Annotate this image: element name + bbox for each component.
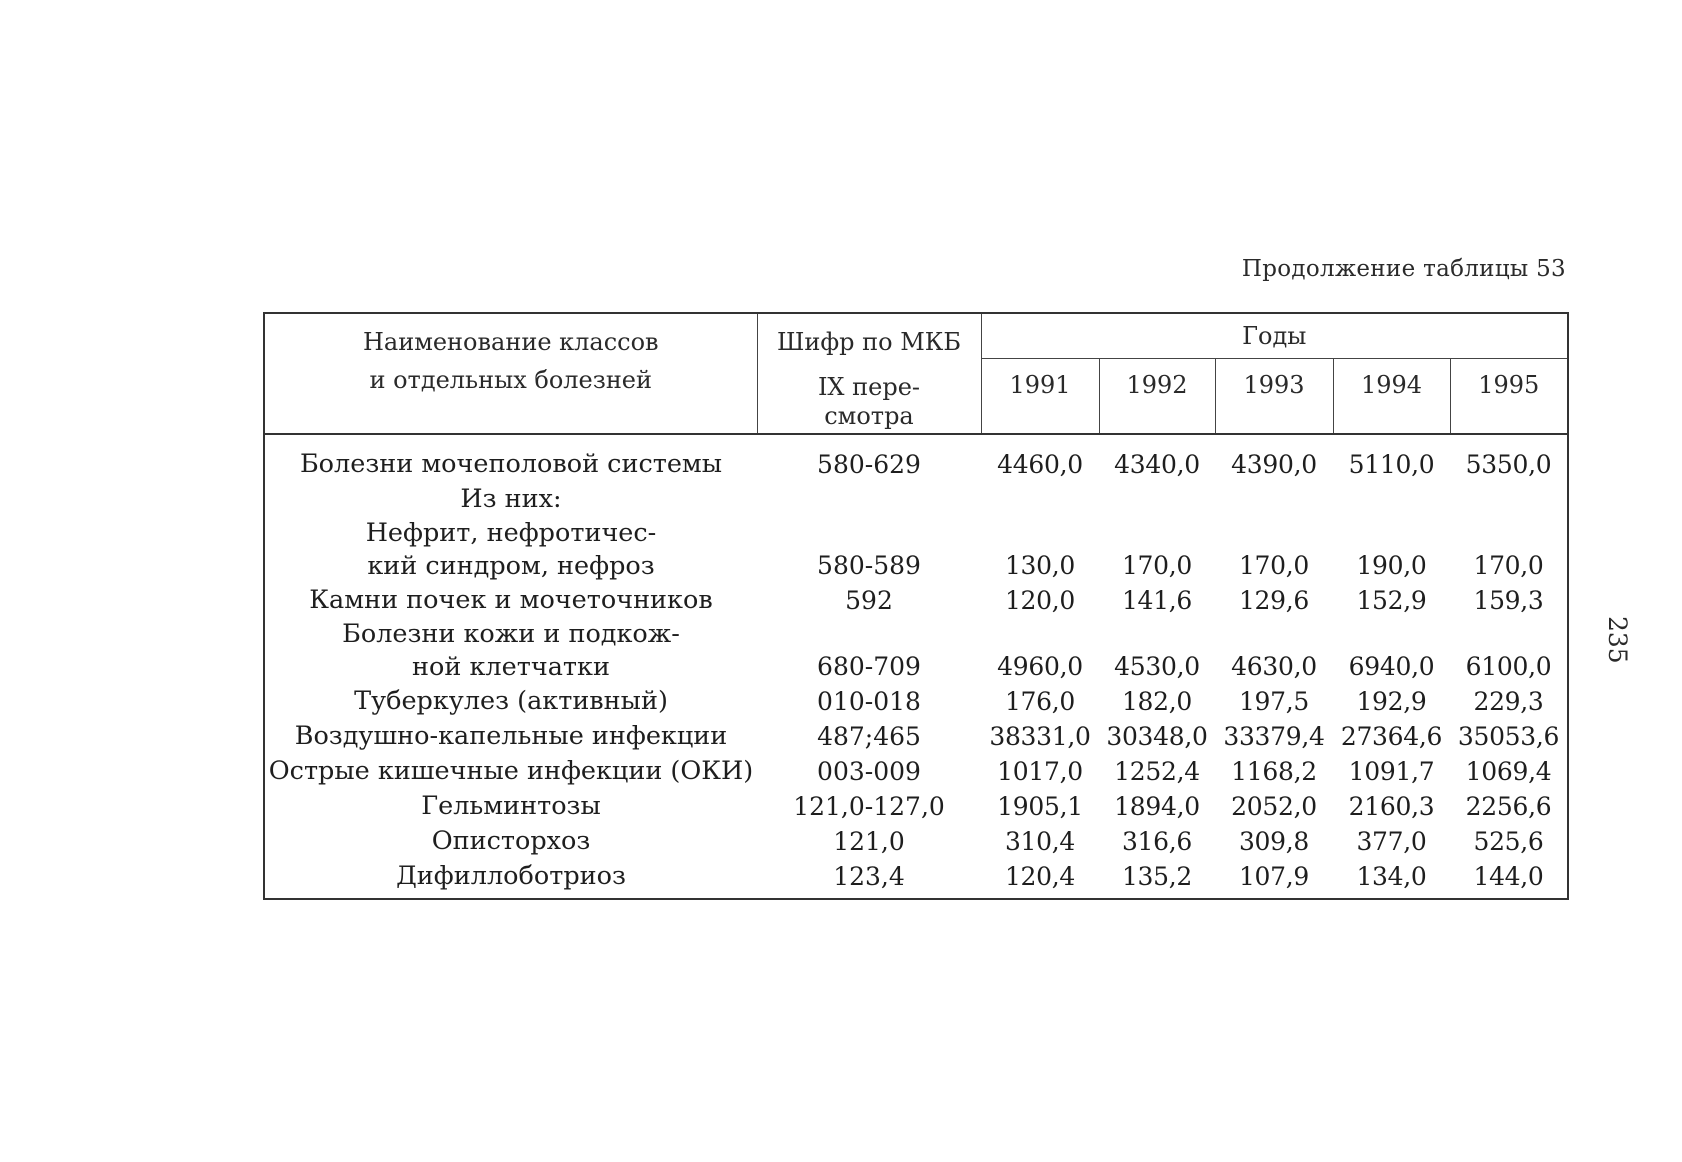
value-cell: 4390,0: [1231, 450, 1317, 479]
icd-code-cell: [757, 482, 981, 517]
value-cell: 159,3: [1473, 586, 1544, 615]
header-name-line2: и отдельных болезней: [369, 366, 653, 394]
header-code-line2: IX пере-: [817, 373, 921, 401]
value-cell: [1215, 482, 1333, 517]
value-cell: 4530,0: [1114, 652, 1200, 681]
value-cell: 120,0: [1004, 586, 1076, 615]
disease-name-line2: ной клетчатки: [412, 652, 610, 682]
header-code-line1: Шифр по МКБ: [776, 328, 962, 356]
disease-name-cell: Воздушно-капельные инфекции: [294, 721, 728, 751]
value-cell: 33379,4: [1223, 722, 1325, 751]
header-disease-name: [265, 314, 757, 434]
icd-code-cell: 580-589: [817, 551, 921, 580]
header-year: 1991: [981, 359, 1099, 435]
page-number: 235: [1603, 616, 1632, 664]
disease-name-line2: кий синдром, нефроз: [367, 551, 655, 581]
icd-code-cell: 121,0-127,0: [793, 792, 945, 821]
table-row: [265, 482, 1567, 517]
table-row: [265, 754, 1567, 789]
header-year: 1994: [1333, 359, 1450, 435]
disease-name-cell: Болезни мочеполовой системы: [299, 449, 723, 479]
icd-code-cell: 010-018: [817, 687, 921, 716]
header-code-line3: смотра: [824, 402, 914, 430]
value-cell: 309,8: [1238, 827, 1310, 856]
value-cell: 5110,0: [1348, 450, 1435, 479]
value-cell: 134,0: [1356, 862, 1427, 891]
header-year: 1992: [1099, 359, 1215, 435]
value-cell: 120,4: [1004, 862, 1076, 891]
disease-name-line1: Болезни кожи и подкож-: [342, 619, 680, 649]
value-cell: 2256,6: [1465, 792, 1552, 821]
icd-code-cell: 123,4: [833, 862, 905, 891]
table-row: [265, 583, 1567, 618]
value-cell: 4460,0: [997, 450, 1083, 479]
value-cell: 6940,0: [1348, 652, 1435, 681]
table-row: [265, 435, 1567, 482]
value-cell: 1017,0: [997, 757, 1083, 786]
table-row: [265, 789, 1567, 824]
value-cell: 141,6: [1121, 586, 1193, 615]
value-cell: 4630,0: [1231, 652, 1317, 681]
table-row: [265, 684, 1567, 719]
table-row: [265, 618, 1567, 684]
value-cell: 1905,1: [997, 792, 1083, 821]
icd-code-cell: 592: [845, 586, 893, 615]
value-cell: 27364,6: [1340, 722, 1443, 751]
value-cell: 4960,0: [997, 652, 1083, 681]
icd-code-cell: 487;465: [817, 722, 921, 751]
value-cell: 182,0: [1121, 687, 1193, 716]
disease-name-cell: Камни почек и мочеточников: [309, 585, 713, 615]
disease-incidence-table: [265, 314, 1567, 898]
value-cell: 192,9: [1356, 687, 1427, 716]
value-cell: 2052,0: [1231, 792, 1317, 821]
value-cell: 525,6: [1473, 827, 1544, 856]
header-name-line1: Наименование классов: [362, 328, 659, 356]
disease-name-cell: Описторхоз: [431, 826, 591, 856]
value-cell: [1450, 482, 1567, 517]
value-cell: 1894,0: [1114, 792, 1200, 821]
table-body: [265, 435, 1567, 898]
value-cell: 170,0: [1121, 551, 1193, 580]
icd-code-cell: 580-629: [817, 450, 921, 479]
value-cell: [1333, 482, 1450, 517]
value-cell: 1069,4: [1465, 757, 1552, 786]
data-table-frame: [263, 312, 1569, 900]
value-cell: 1252,4: [1114, 757, 1200, 786]
value-cell: 35053,6: [1457, 722, 1560, 751]
icd-code-cell: 121,0: [833, 827, 905, 856]
value-cell: 170,0: [1473, 551, 1544, 580]
header-year: 1995: [1450, 359, 1567, 435]
value-cell: 107,9: [1238, 862, 1310, 891]
value-cell: 38331,0: [989, 722, 1091, 751]
value-cell: 316,6: [1121, 827, 1193, 856]
table-row: [265, 859, 1567, 898]
table-row: [265, 517, 1567, 583]
value-cell: [981, 482, 1099, 517]
value-cell: 170,0: [1238, 551, 1310, 580]
disease-name-cell: Туберкулез (активный): [354, 686, 668, 716]
value-cell: 377,0: [1356, 827, 1427, 856]
value-cell: 176,0: [1004, 687, 1076, 716]
value-cell: [1099, 482, 1215, 517]
value-cell: 2160,3: [1348, 792, 1435, 821]
icd-code-cell: 003-009: [817, 757, 921, 786]
table-row: [265, 719, 1567, 754]
value-cell: 144,0: [1473, 862, 1544, 891]
disease-name-cell: Дифиллоботриоз: [396, 861, 626, 891]
value-cell: 130,0: [1004, 551, 1076, 580]
value-cell: 1168,2: [1231, 757, 1317, 786]
value-cell: 30348,0: [1106, 722, 1208, 751]
table-caption: Продолжение таблицы 53: [1241, 256, 1566, 282]
disease-name-cell: [265, 618, 757, 684]
value-cell: 129,6: [1238, 586, 1310, 615]
value-cell: 4340,0: [1114, 450, 1200, 479]
header-year: 1993: [1215, 359, 1333, 435]
table-row: [265, 824, 1567, 859]
value-cell: 1091,7: [1348, 757, 1435, 786]
value-cell: 5350,0: [1465, 450, 1552, 479]
header-icd-code: [757, 314, 981, 434]
value-cell: 197,5: [1238, 687, 1310, 716]
value-cell: 135,2: [1121, 862, 1193, 891]
disease-name-cell: Из них:: [460, 484, 562, 514]
value-cell: 229,3: [1473, 687, 1544, 716]
value-cell: 310,4: [1004, 827, 1076, 856]
header-years: Годы: [981, 314, 1567, 359]
value-cell: 6100,0: [1465, 652, 1552, 681]
disease-name-cell: Гельминтозы: [421, 791, 601, 821]
icd-code-cell: 680-709: [817, 652, 921, 681]
value-cell: 190,0: [1356, 551, 1427, 580]
disease-name-cell: Острые кишечные инфекции (ОКИ): [268, 756, 754, 786]
disease-name-cell: [265, 517, 757, 583]
table-header: [265, 314, 1567, 435]
disease-name-line1: Нефрит, нефротичес-: [365, 518, 657, 548]
value-cell: 152,9: [1356, 586, 1427, 615]
